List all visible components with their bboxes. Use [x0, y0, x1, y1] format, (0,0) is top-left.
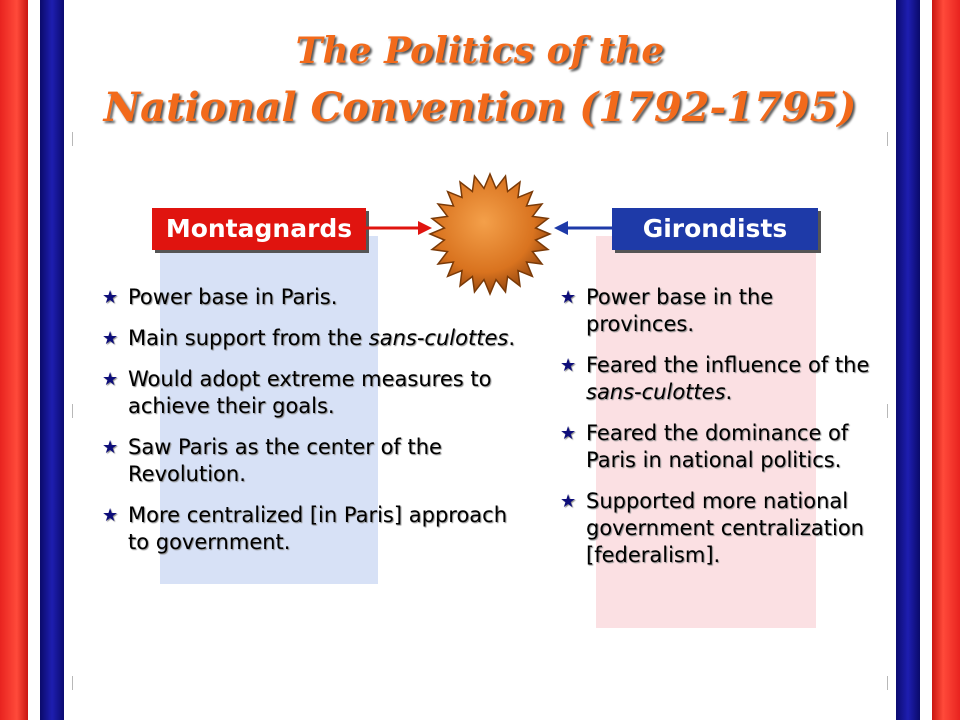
star-icon: ★: [560, 355, 577, 376]
list-item-text-pre: Feared the influence of the: [586, 353, 870, 377]
montagnards-list: [102, 284, 522, 570]
edge-tick: [887, 404, 888, 418]
list-item-text: [586, 353, 869, 404]
list-item-text: [128, 326, 515, 350]
list-item-text: Power base in Paris.: [128, 285, 338, 309]
list-item-text: Would adopt extreme measures to achieve their goals.: [128, 367, 492, 418]
edge-tick: [887, 132, 888, 146]
edge-tick: [72, 404, 73, 418]
slide-title-line2: National Convention (1792-1795): [103, 84, 857, 131]
list-item-text-post: .: [508, 326, 515, 350]
list-item-text-post: .: [725, 380, 733, 404]
edge-tick: [72, 676, 73, 690]
star-icon: ★: [102, 287, 119, 308]
arrow-left-icon: [554, 216, 612, 240]
list-item: [560, 284, 870, 338]
girondists-header: Girondists: [612, 208, 818, 250]
star-icon: ★: [560, 423, 577, 444]
slide-title-line1: The Politics of the: [295, 30, 665, 72]
star-icon: ★: [102, 369, 119, 390]
star-icon: ★: [102, 328, 119, 349]
arrow-right-icon: [366, 216, 432, 240]
montagnards-header: Montagnards: [152, 208, 366, 250]
list-item: [560, 352, 870, 406]
star-icon: ★: [102, 437, 119, 458]
list-item-text-emphasis: sans-culottes: [368, 326, 509, 350]
list-item: [560, 420, 870, 474]
list-item-text: Supported more national government centralization [federalism].: [586, 489, 864, 567]
star-icon: ★: [102, 505, 119, 526]
list-item: [102, 366, 522, 420]
star-icon: ★: [560, 491, 577, 512]
list-item-text: More centralized [in Paris] approach to government.: [128, 503, 508, 554]
list-item: [102, 284, 522, 311]
list-item: [102, 434, 522, 488]
list-item: [102, 325, 522, 352]
edge-tick: [72, 132, 73, 146]
list-item-text: Feared the dominance of Paris in national politics.: [586, 421, 849, 472]
edge-tick: [887, 676, 888, 690]
list-item-text: Saw Paris as the center of the Revolution.: [128, 435, 442, 486]
list-item: [560, 488, 870, 569]
list-item: [102, 502, 522, 556]
list-item-text: Power base in the provinces.: [586, 285, 774, 336]
list-item-text-pre: Main support from the: [128, 326, 369, 350]
list-item-text-emphasis: sans-culottes: [586, 380, 726, 404]
star-icon: ★: [560, 287, 577, 308]
girondists-list: [560, 284, 870, 583]
sunburst-icon: [428, 172, 552, 296]
